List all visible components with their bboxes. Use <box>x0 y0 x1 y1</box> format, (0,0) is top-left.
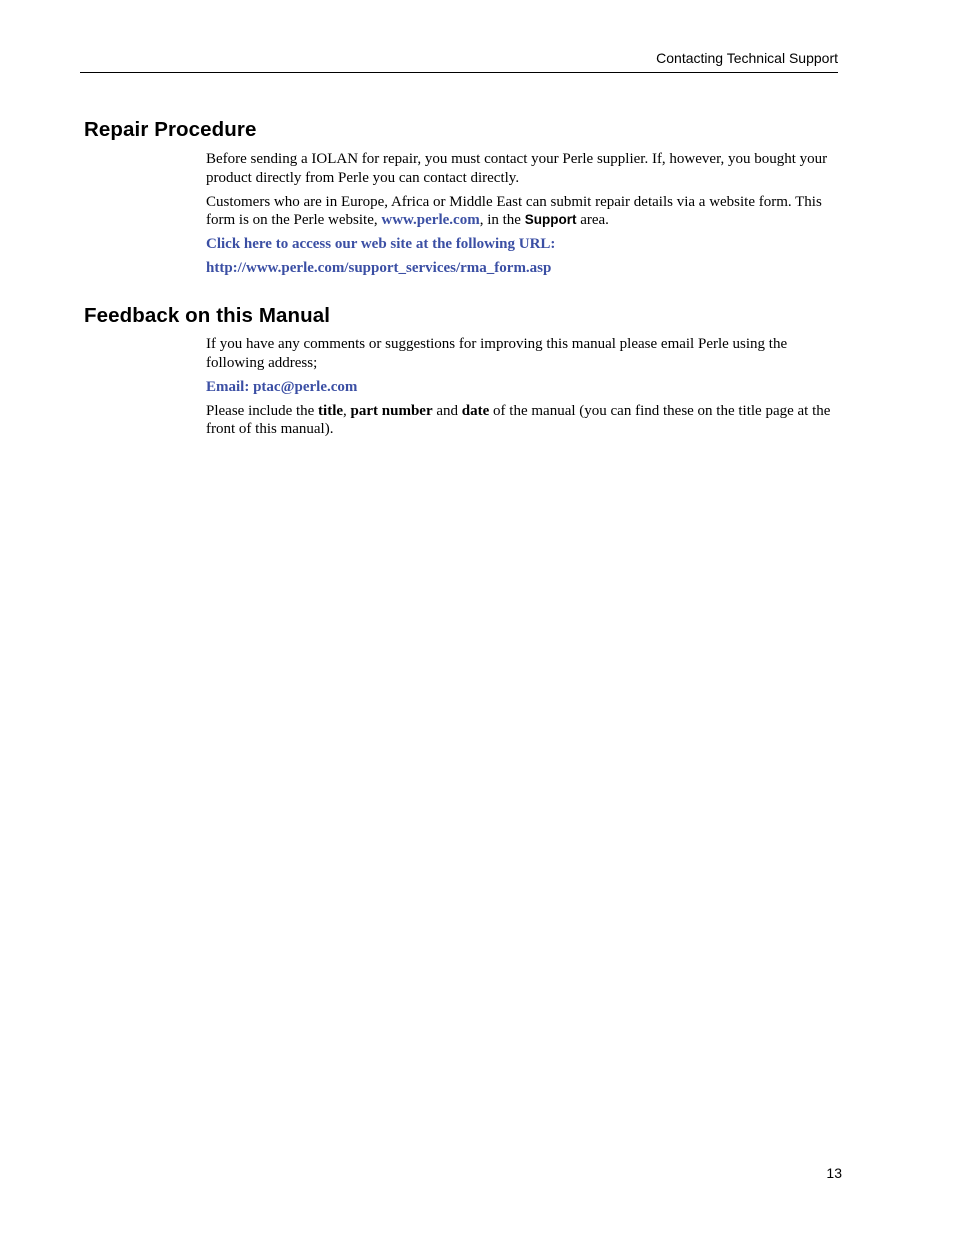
rma-form-url-link[interactable]: http://www.perle.com/support_services/rma_form.asp <box>206 260 552 276</box>
date-term: date <box>461 402 490 419</box>
page-number: 13 <box>826 1165 842 1181</box>
feedback-p2-text-d: of the manual (you can find these on the title page at the front of this manual). <box>206 402 831 437</box>
part-number-term: part number <box>350 402 433 419</box>
click-here-link[interactable]: Click here to access our web site at the following URL: <box>206 236 556 252</box>
feedback-paragraph-2 <box>206 402 838 439</box>
repair-p2-text-a: Customers who are in Europe, Africa or Middle East can submit repair details via a website form. This form is on the Perle website, <box>206 193 822 228</box>
running-header: Contacting Technical Support <box>656 50 838 66</box>
section-heading-feedback: Feedback on this Manual <box>84 304 331 327</box>
feedback-p2-text-c: and <box>432 402 462 419</box>
section-heading-repair-procedure: Repair Procedure <box>84 118 257 141</box>
feedback-p2-text-a: Please include the <box>206 402 319 419</box>
title-term: title <box>318 402 344 419</box>
repair-p2-text-b: , in the <box>479 212 525 228</box>
repair-p2-text-c: area. <box>576 212 609 228</box>
repair-paragraph-1: Before sending a IOLAN for repair, you must contact your Perle supplier. If, however, you bought your product directly from Perle you can contact directly. <box>206 151 828 186</box>
feedback-p2-text-b: , <box>343 402 351 419</box>
feedback-paragraph-1: If you have any comments or suggestions for improving this manual please email Perle using the following address; <box>206 336 788 371</box>
feedback-body <box>206 335 838 444</box>
perle-website-link[interactable]: www.perle.com <box>381 212 480 228</box>
email-link[interactable]: Email: ptac@perle.com <box>206 378 358 395</box>
header-rule <box>80 72 838 73</box>
repair-procedure-body <box>206 150 838 283</box>
repair-paragraph-2 <box>206 193 838 230</box>
support-area-label: Support <box>524 212 577 227</box>
